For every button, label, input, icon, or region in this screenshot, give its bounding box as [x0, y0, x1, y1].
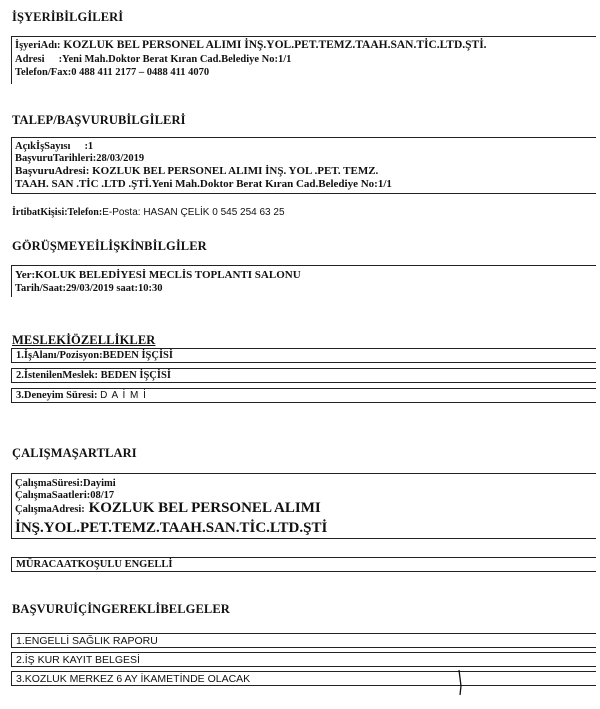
- application-date: BaşvuruTarihleri:28/03/2019: [15, 153, 145, 164]
- contact-value: E-Posta: HASAN ÇELİK 0 545 254 63 25: [102, 207, 285, 218]
- employer-address-label: Adresi: [15, 54, 45, 65]
- position-label: 1.İşAlanı/Pozisyon:: [16, 350, 103, 361]
- employer-phone: Telefon/Fax:0 488 411 2177 – 0488 411 4070: [15, 67, 210, 78]
- application-condition-box: MÜRACAATKOŞULU ENGELLİ: [11, 557, 596, 572]
- professional-section-title: MESLEKİÖZELLİKLER: [12, 333, 156, 347]
- work-address-value-2: İNŞ.YOL.PET.TEMZ.TAAH.SAN.TİC.LTD.ŞTİ: [15, 520, 328, 536]
- application-address-label: BaşvuruAdresi:: [15, 165, 90, 177]
- interview-place: Yer:KOLUK BELEDİYESİ MECLİS TOPLANTI SALONU: [15, 269, 301, 281]
- employer-name-value: KOZLUK BEL PERSONEL ALIMI İNŞ.YOL.PET.TEMZ.TAAH.SAN.TİC.LTD.ŞTİ.: [60, 39, 487, 51]
- work-address-line1: [15, 502, 321, 516]
- application-address-line1: [15, 165, 378, 178]
- interview-datetime: Tarih/Saat:29/03/2019 saat:10:30: [15, 283, 163, 294]
- work-address-value-1: KOZLUK BEL PERSONEL ALIMI: [84, 500, 321, 516]
- conditions-section-title: ÇALIŞMAŞARTLARI: [12, 446, 137, 460]
- document-item-1: 1.ENGELLİ SAĞLIK RAPORU: [11, 633, 596, 648]
- profession-label: 2.İstenilenMeslek:: [16, 370, 98, 381]
- employer-address-value: :Yeni Mah.Doktor Berat Kıran Cad.Belediye No:1/1: [58, 54, 292, 65]
- work-address-label: ÇalışmaAdresi:: [15, 504, 85, 515]
- profession-row: [11, 368, 596, 383]
- experience-label: 3.Deneyim Süresi:: [16, 390, 98, 401]
- application-section-title: TALEP/BAŞVURUBİLGİLERİ: [12, 113, 186, 127]
- contact-label: İrtibatKişisi:Telefon:: [12, 207, 103, 218]
- position-value: BEDEN İŞÇİSİ: [102, 350, 173, 361]
- document-item-2: 2.İŞ KUR KAYIT BELGESİ: [11, 652, 596, 667]
- work-duration: ÇalışmaSüresi:Dayimi: [15, 478, 116, 489]
- employer-name-line: [15, 39, 487, 52]
- application-address-line2: TAAH. SAN .TİC .LTD .ŞTİ.Yeni Mah.Doktor Berat Kıran Cad.Belediye No:1/1: [15, 178, 392, 190]
- interview-section-title: GÖRÜŞMEYEİLİŞKİNBİLGİLER: [12, 239, 207, 253]
- experience-value: D A İ M İ: [100, 390, 147, 401]
- profession-value: BEDEN İŞÇİSİ: [97, 370, 171, 381]
- open-count-label: AçıkİşSayısı: [15, 141, 71, 152]
- employer-section-title: İŞYERİBİLGİLERİ: [12, 10, 124, 24]
- position-row: [11, 348, 596, 363]
- contact-line: [12, 206, 285, 219]
- document-item-3: 3.KOZLUK MERKEZ 6 AY İKAMETİNDE OLACAK: [11, 671, 596, 686]
- open-count-value: :1: [84, 141, 94, 152]
- documents-section-title: BAŞVURUİÇİNGEREKLİBELGELER: [12, 602, 230, 616]
- application-address-value-1: KOZLUK BEL PERSONEL ALIMI İNŞ. YOL .PET. TEMZ.: [89, 165, 379, 177]
- pen-mark: [455, 668, 467, 698]
- interview-box: [11, 265, 596, 297]
- experience-row: [11, 388, 596, 403]
- employer-box: [11, 36, 596, 84]
- employer-name-label: İşyeriAdı:: [15, 40, 61, 51]
- work-hours: ÇalışmaSaatleri:08/17: [15, 490, 115, 501]
- employer-address-line: [15, 53, 291, 66]
- application-box: [11, 137, 596, 194]
- conditions-box: [11, 473, 596, 539]
